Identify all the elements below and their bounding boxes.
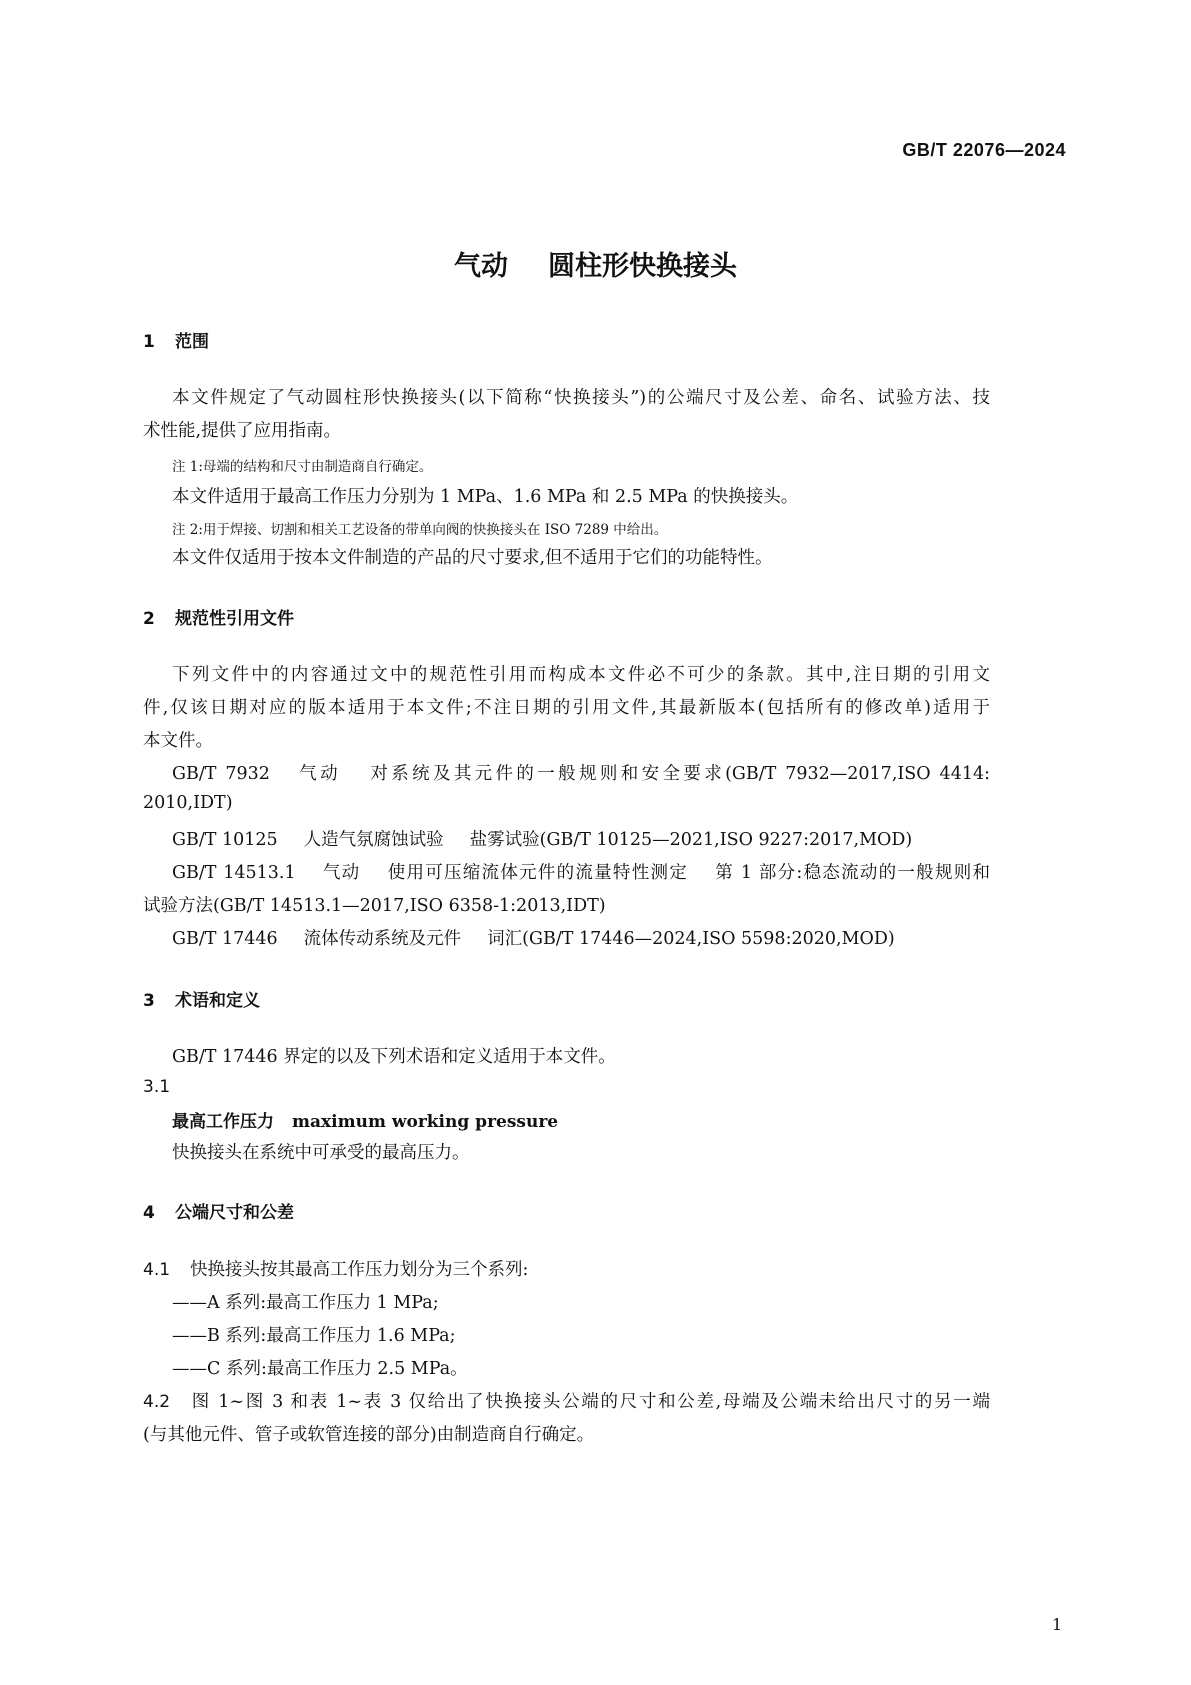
s3-paragraph: GB/T 17446 界定的以及下列术语和定义适用于本文件。 xyxy=(172,1047,616,1067)
section-3-heading: 3 术语和定义 xyxy=(143,991,260,1011)
page-number: 1 xyxy=(1052,1615,1063,1634)
ref-gbt-14513-1: GB/T 14513.1 气动 使用可压缩流体元件的流量特性测定 第 1 部分:稳态流动的一般规则和 xyxy=(172,863,990,883)
document-title xyxy=(0,244,1191,283)
s1-paragraph-2: 本文件适用于最高工作压力分别为 1 MPa、1.6 MPa 和 2.5 MPa 的快换接头。 xyxy=(172,487,799,507)
section-4-heading: 4 公端尺寸和公差 xyxy=(143,1203,294,1223)
list-item-series-a: ——A 系列:最高工作压力 1 MPa; xyxy=(172,1293,439,1313)
list-item-series-b: ——B 系列:最高工作压力 1.6 MPa; xyxy=(172,1326,456,1346)
ref-gbt-10125: GB/T 10125 人造气氛腐蚀试验 盐雾试验(GB/T 10125—2021,ISO 9227:2017,MOD) xyxy=(172,830,913,850)
clause-4-2-line-1: 4.2 图 1~图 3 和表 1~表 3 仅给出了快换接头公端的尺寸和公差,母端及公端未给出尺寸的另一端 xyxy=(143,1392,990,1412)
term-cn: 最高工作压力 xyxy=(172,1112,274,1132)
title-part2: 圆柱形快换接头 xyxy=(548,251,737,282)
clause-4-2-line-2: (与其他元件、管子或软管连接的部分)由制造商自行确定。 xyxy=(143,1425,595,1445)
s2-paragraph-line-2: 件,仅该日期对应的版本适用于本文件;不注日期的引用文件,其最新版本(包括所有的修改单)适用于 xyxy=(143,698,990,718)
ref-gbt-17446: GB/T 17446 流体传动系统及元件 词汇(GB/T 17446—2024,ISO 5598:2020,MOD) xyxy=(172,929,895,949)
s2-paragraph-line-1: 下列文件中的内容通过文中的规范性引用而构成本文件必不可少的条款。其中,注日期的引用文 xyxy=(172,665,990,685)
clause-4-1: 4.1 快换接头按其最高工作压力划分为三个系列: xyxy=(143,1260,529,1280)
s1-note-2: 注 2:用于焊接、切割和相关工艺设备的带单向阀的快换接头在 ISO 7289 中给出。 xyxy=(172,522,668,538)
section-1-heading: 1 范围 xyxy=(143,332,209,352)
ref-gbt-14513-1-line-2: 试验方法(GB/T 14513.1—2017,ISO 6358-1:2013,IDT) xyxy=(143,896,606,916)
term-definition: 快换接头在系统中可承受的最高压力。 xyxy=(172,1143,470,1163)
s1-paragraph-3: 本文件仅适用于按本文件制造的产品的尺寸要求,但不适用于它们的功能特性。 xyxy=(172,548,773,568)
section-2-heading: 2 规范性引用文件 xyxy=(143,609,294,629)
term-en: maximum working pressure xyxy=(292,1112,559,1132)
s1-paragraph-1-line-1: 本文件规定了气动圆柱形快换接头(以下简称“快换接头”)的公端尺寸及公差、命名、试验方法、技 xyxy=(172,388,990,408)
term-number-3-1: 3.1 xyxy=(143,1077,171,1097)
s2-paragraph-line-3: 本文件。 xyxy=(143,731,213,751)
list-item-series-c: ——C 系列:最高工作压力 2.5 MPa。 xyxy=(172,1359,468,1379)
ref-gbt-7932-line-2: 2010,IDT) xyxy=(143,793,233,813)
s1-note-1: 注 1:母端的结构和尺寸由制造商自行确定。 xyxy=(172,459,433,475)
title-part1: 气动 xyxy=(454,251,508,282)
s1-paragraph-1-line-2: 术性能,提供了应用指南。 xyxy=(143,421,342,441)
standard-number: GB/T 22076—2024 xyxy=(902,140,1066,160)
ref-gbt-7932: GB/T 7932 气动 对系统及其元件的一般规则和安全要求(GB/T 7932—2017,ISO 4414: xyxy=(172,764,990,784)
term-3-1 xyxy=(172,1107,558,1132)
